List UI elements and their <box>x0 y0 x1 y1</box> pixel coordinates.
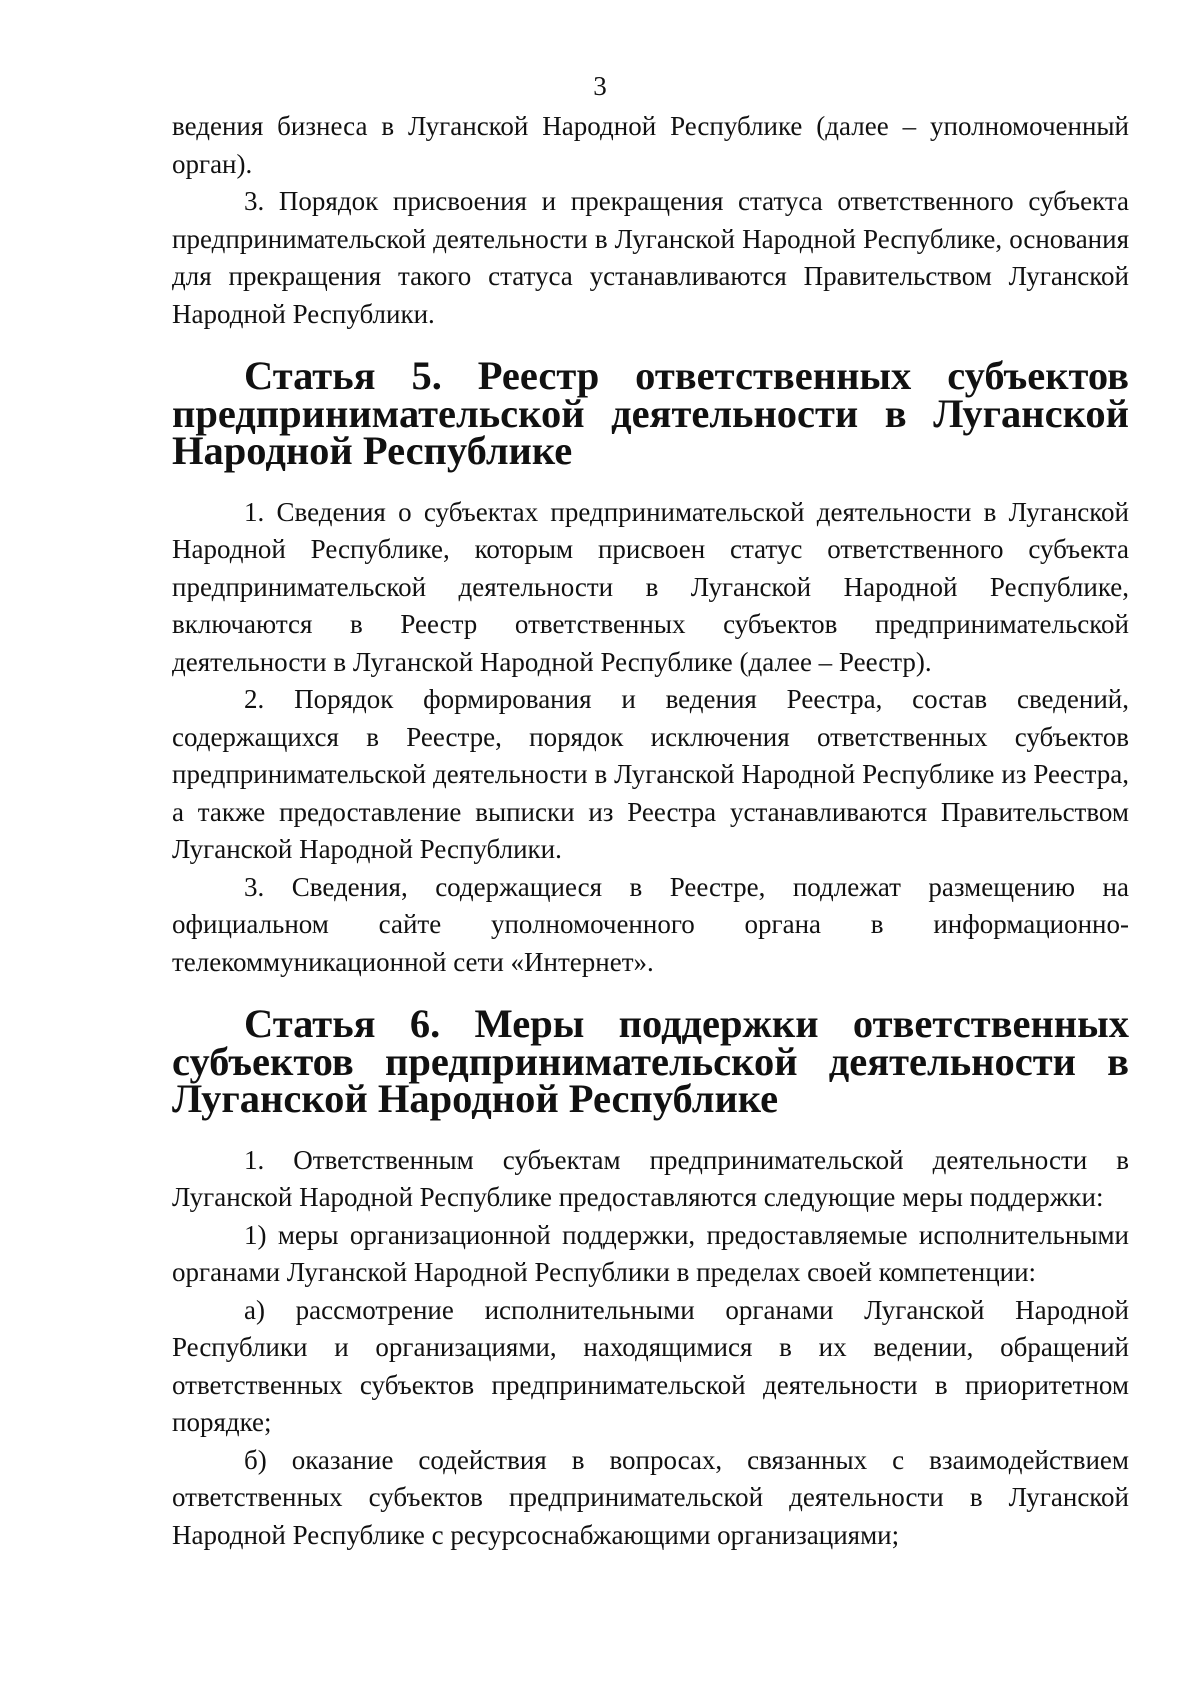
paragraph-article5-item3: 3. Сведения, содержащиеся в Реестре, подлежат размещению на официальном сайте уполномоченного органа в информационно-телекоммуникационной сети «Интернет». <box>172 871 1129 977</box>
document-body <box>172 108 1129 1554</box>
paragraph-article6-item1: 1. Ответственным субъектам предпринимательской деятельности в Луганской Народной Республике предоставляются следующие меры поддержки: <box>172 1144 1129 1212</box>
article-6-heading: Статья 6. Меры поддержки ответственных субъектов предпринимательской деятельности в Луганской Народной Республике <box>172 1001 1129 1121</box>
paragraph-article6-subitem-b: б) оказание содействия в вопросах, связанных с взаимодействием ответственных субъектов предпринимательской деятельности в Луганской Народной Республике с ресурсоснабжающими организациями; <box>172 1444 1129 1550</box>
paragraph-article6-subitem1: 1) меры организационной поддержки, предоставляемые исполнительными органами Луганской Народной Республики в пределах своей компетенции: <box>172 1219 1129 1287</box>
paragraph-article5-item2: 2. Порядок формирования и ведения Реестра, состав сведений, содержащихся в Реестре, порядок исключения ответственных субъектов предпринимательской деятельности в Луганской Народной Республике из Реестра, а также предоставление выписки из Реестра устанавливаются Правительством Луганской Народной Республики. <box>172 684 1129 864</box>
paragraph-article6-subitem-a: а) рассмотрение исполнительными органами Луганской Народной Республики и организациями, находящимися в их ведении, обращений ответственных субъектов предпринимательской деятельности в приоритетном порядке; <box>172 1294 1129 1437</box>
page-number: 3 <box>593 71 607 101</box>
article-5-heading: Статья 5. Реестр ответственных субъектов предпринимательской деятельности в Луганской Народной Республике <box>172 353 1129 473</box>
paragraph-continuation: ведения бизнеса в Луганской Народной Республике (далее – уполномоченный орган). <box>172 111 1129 179</box>
paragraph-article5-item1: 1. Сведения о субъектах предпринимательской деятельности в Луганской Народной Республике, которым присвоен статус ответственного субъекта предпринимательской деятельности в Луганской Народной Республике, включаются в Реестр ответственных субъектов предпринимательской деятельности в Луганской Народной Республике (далее – Реестр). <box>172 496 1129 677</box>
paragraph-article4-item3: 3. Порядок присвоения и прекращения статуса ответственного субъекта предпринимательской деятельности в Луганской Народной Республике, основания для прекращения такого статуса устанавливаются Правительством Луганской Народной Республики. <box>172 186 1129 329</box>
